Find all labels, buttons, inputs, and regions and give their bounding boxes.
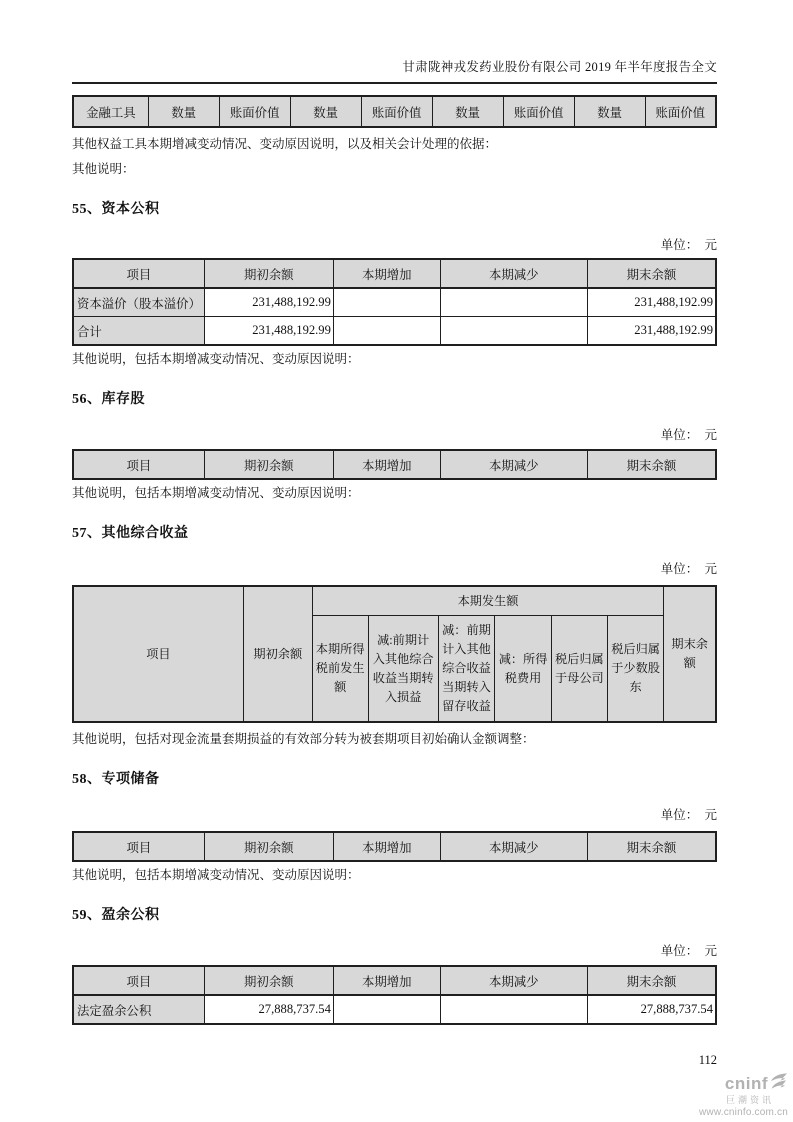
equity-tools-note: 其他权益工具本期增减变动情况、变动原因说明，以及相关会计处理的依据： [72, 137, 498, 151]
section-57-note: 其他说明，包括对现金流量套期损益的有效部分转为被套期项目初始确认金额调整： [72, 732, 535, 746]
col-header-opening-balance: 期初余额 [204, 966, 333, 995]
table-header-row [73, 832, 716, 861]
table-header-row [73, 259, 716, 288]
col-header-increase: 本期增加 [333, 450, 440, 479]
col-header-book-value: 账面价值 [361, 96, 432, 127]
col-header-item: 项目 [73, 832, 204, 861]
col-header-increase: 本期增加 [333, 966, 440, 995]
col-header-quantity: 数量 [290, 96, 361, 127]
col-header-decrease: 本期减少 [440, 966, 587, 995]
opening-balance-value: 27,888,737.54 [204, 995, 333, 1024]
col-header-decrease: 本期减少 [440, 450, 587, 479]
table-header-row [73, 966, 716, 995]
capital-reserve-table [72, 258, 717, 346]
section-59-title: 59、盈余公积 [72, 908, 160, 923]
col-header-opening-balance: 期初余额 [204, 450, 333, 479]
col-header-closing-balance: 期末余额 [587, 966, 716, 995]
page-number: 112 [698, 1053, 717, 1067]
table-row-total [73, 317, 716, 346]
unit-label: 单位： 元 [660, 238, 717, 252]
table-row [73, 995, 716, 1024]
table-header-row [73, 450, 716, 479]
col-header-book-value: 账面价值 [503, 96, 574, 127]
table-header-row [73, 96, 716, 127]
col-header-item: 项目 [73, 259, 204, 288]
table-row [73, 288, 716, 317]
cninfo-subtitle: 巨潮资讯 [725, 1095, 774, 1105]
section-57-title: 57、其他综合收益 [72, 526, 189, 541]
cninfo-brand-text: cninf [724, 1074, 768, 1093]
closing-balance-value: 27,888,737.54 [587, 995, 716, 1024]
col-header-book-value: 账面价值 [645, 96, 716, 127]
col-header-opening-balance: 期初余额 [204, 832, 333, 861]
col-header-item: 项目 [73, 966, 204, 995]
row-item-label: 资本溢价（股本溢价） [73, 288, 204, 317]
cninfo-watermark [678, 1072, 788, 1118]
opening-balance-value: 231,488,192.99 [204, 317, 333, 346]
other-comprehensive-income-table [72, 585, 717, 723]
header-divider [72, 82, 717, 84]
col-header-after-tax-parent: 税后归属于母公司 [551, 616, 607, 723]
col-header-book-value: 账面价值 [219, 96, 290, 127]
col-header-quantity: 数量 [574, 96, 645, 127]
col-header-less-transfer-to-profit: 减:前期计入其他综合收益当期转入损益 [368, 616, 438, 723]
col-header-after-tax-minority: 税后归属于少数股东 [607, 616, 664, 723]
other-note: 其他说明： [72, 162, 135, 176]
section-58-note: 其他说明，包括本期增减变动情况、变动原因说明： [72, 868, 360, 882]
unit-label: 单位： 元 [660, 944, 717, 958]
col-header-financial-instrument: 金融工具 [73, 96, 148, 127]
increase-value [333, 288, 440, 317]
financial-instruments-table [72, 95, 717, 128]
section-56-title: 56、库存股 [72, 392, 145, 407]
decrease-value [440, 317, 587, 346]
row-item-label: 法定盈余公积 [73, 995, 204, 1024]
closing-balance-value: 231,488,192.99 [587, 288, 716, 317]
col-header-closing-balance: 期末余额 [587, 832, 716, 861]
cninfo-brand-row [678, 1072, 788, 1095]
decrease-value [440, 288, 587, 317]
cninfo-swirl-icon [769, 1072, 788, 1095]
col-header-increase: 本期增加 [333, 832, 440, 861]
col-header-less-income-tax: 减：所得税费用 [495, 616, 552, 723]
row-item-label: 合计 [73, 317, 204, 346]
document-header-title: 甘肃陇神戎发药业股份有限公司 2019 年半年度报告全文 [402, 60, 717, 74]
increase-value [333, 317, 440, 346]
closing-balance-value: 231,488,192.99 [587, 317, 716, 346]
increase-value [333, 995, 440, 1024]
unit-label: 单位： 元 [660, 428, 717, 442]
col-header-decrease: 本期减少 [440, 259, 587, 288]
section-56-note: 其他说明，包括本期增减变动情况、变动原因说明： [72, 486, 360, 500]
section-55-note: 其他说明，包括本期增减变动情况、变动原因说明： [72, 352, 360, 366]
decrease-value [440, 995, 587, 1024]
col-header-opening-balance: 期初余额 [243, 586, 312, 722]
col-header-decrease: 本期减少 [440, 832, 587, 861]
col-header-opening-balance: 期初余额 [204, 259, 333, 288]
col-header-closing-balance: 期末余额 [587, 450, 716, 479]
col-header-less-transfer-to-retained-earnings: 减：前期计入其他综合收益当期转入留存收益 [438, 616, 495, 723]
col-header-item: 项目 [73, 586, 243, 722]
section-58-title: 58、专项储备 [72, 772, 160, 787]
surplus-reserve-table [72, 965, 717, 1025]
col-header-closing-balance: 期末余额 [587, 259, 716, 288]
unit-label: 单位： 元 [660, 562, 717, 576]
col-header-item: 项目 [73, 450, 204, 479]
col-header-closing-balance: 期末余额 [664, 586, 716, 722]
col-header-quantity: 数量 [432, 96, 503, 127]
col-header-quantity: 数量 [148, 96, 219, 127]
table-header-row-group [73, 586, 716, 616]
cninfo-url: www.cninfo.com.cn [699, 1107, 788, 1118]
col-header-pretax-amount: 本期所得税前发生额 [312, 616, 368, 723]
col-group-current-period-amount: 本期发生额 [312, 586, 664, 616]
opening-balance-value: 231,488,192.99 [204, 288, 333, 317]
special-reserve-table [72, 831, 717, 862]
unit-label: 单位： 元 [660, 808, 717, 822]
col-header-increase: 本期增加 [333, 259, 440, 288]
section-55-title: 55、资本公积 [72, 202, 160, 217]
treasury-stock-table [72, 449, 717, 480]
